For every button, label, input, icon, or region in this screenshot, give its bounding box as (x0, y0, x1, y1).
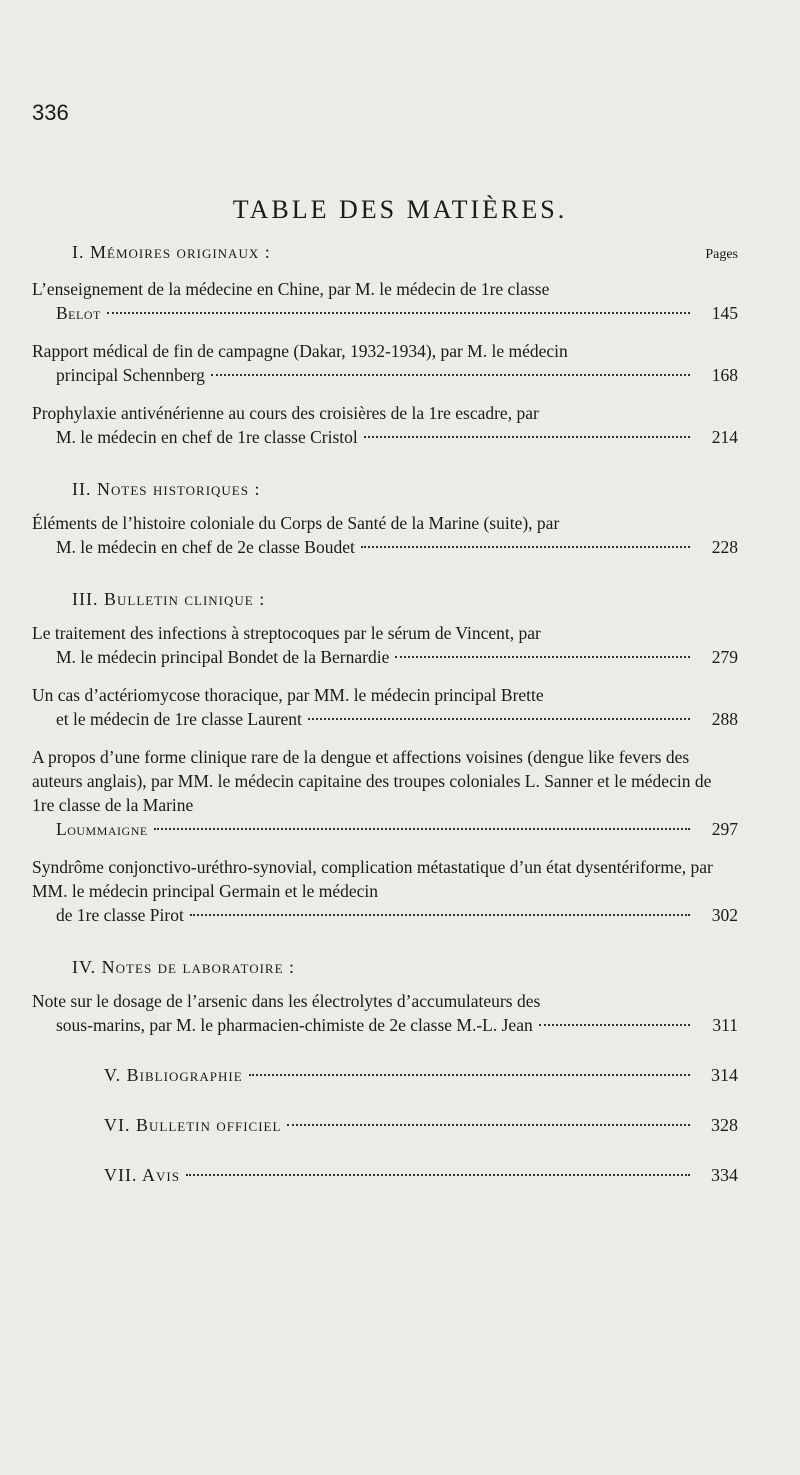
toc-short-label: VI. Bulletin officiel (104, 1115, 282, 1135)
section-heading (32, 477, 738, 501)
toc-entry (32, 745, 738, 841)
section-heading-label: IV. Notes de laboratoire : (72, 957, 296, 977)
toc-entry-author: M. le médecin principal Bondet de la Bernardie (56, 647, 390, 667)
toc-short-page: 328 (711, 1115, 738, 1135)
toc-entry (32, 339, 738, 387)
toc-entry-author: et le médecin de 1re classe Laurent (56, 709, 302, 729)
page-title: TABLE DES MATIÈRES. (232, 195, 568, 224)
toc-entry (32, 401, 738, 449)
dot-leader (211, 374, 690, 376)
pages-column-label: Pages (705, 247, 738, 262)
table-of-contents (32, 240, 738, 1187)
section-heading (32, 955, 738, 979)
section-heading (32, 240, 738, 267)
toc-entry (32, 511, 738, 559)
toc-entry-page: 214 (711, 427, 738, 447)
toc-entry-page: 297 (711, 819, 738, 839)
toc-short-item (32, 1163, 738, 1187)
dot-leader (361, 546, 690, 548)
section-heading (32, 587, 738, 611)
toc-entry-text: A propos d’une forme clinique rare de la dengue et affections voisines (dengue like fevers des auteurs anglais), par MM. le médecin capitaine des troupes coloniales L. Sanner et le médecin de 1re classe de la Marine (32, 747, 712, 815)
toc-entry-text: Note sur le dosage de l’arsenic dans les électrolytes d’accumulateurs des (32, 991, 541, 1011)
toc-entry-author: M. le médecin en chef de 2e classe Boudet (56, 537, 355, 557)
toc-entry-page: 168 (711, 365, 738, 385)
toc-entry-author: Belot (56, 303, 101, 323)
toc-entry-text: Éléments de l’histoire coloniale du Corps de Santé de la Marine (suite), par (32, 513, 560, 533)
dot-leader (364, 436, 690, 438)
toc-short-label: V. Bibliographie (104, 1065, 243, 1085)
toc-entry-page: 279 (711, 647, 738, 667)
section-heading-label: III. Bulletin clinique : (72, 589, 266, 609)
toc-entry (32, 683, 738, 731)
dot-leader (190, 914, 690, 916)
dot-leader (539, 1024, 690, 1026)
section-heading-label: II. Notes historiques : (72, 479, 261, 499)
toc-entry-text: Le traitement des infections à streptocoques par le sérum de Vincent, par (32, 623, 541, 643)
toc-entry-author: principal Schennberg (56, 365, 205, 385)
toc-entry-page: 228 (711, 537, 738, 557)
dot-leader (186, 1174, 690, 1176)
toc-entry-page: 145 (711, 303, 738, 323)
toc-short-page: 334 (711, 1165, 738, 1185)
toc-entry-author: sous-marins, par M. le pharmacien-chimiste de 2e classe M.-L. Jean (56, 1015, 533, 1035)
section-heading-label: I. Mémoires originaux : (72, 242, 271, 262)
toc-short-item (32, 1113, 738, 1137)
dot-leader (395, 656, 690, 658)
toc-entry-page: 311 (712, 1015, 738, 1035)
toc-entry-author: Loummaigne (56, 819, 148, 839)
toc-short-page: 314 (711, 1065, 738, 1085)
toc-entry (32, 277, 738, 325)
toc-entry-text: L’enseignement de la médecine en Chine, par M. le médecin de 1re classe (32, 279, 550, 299)
toc-entry-text: Un cas d’actériomycose thoracique, par MM. le médecin principal Brette (32, 685, 544, 705)
toc-entry (32, 855, 738, 927)
toc-entry-text: Rapport médical de fin de campagne (Dakar, 1932-1934), par M. le médecin (32, 341, 568, 361)
toc-entry-text: Syndrôme conjonctivo-uréthro-synovial, complication métastatique d’un état dysentériforme, par MM. le médecin principal Germain et le médecin (32, 857, 713, 901)
toc-short-label: VII. Avis (104, 1165, 180, 1185)
toc-entry-author: M. le médecin en chef de 1re classe Cristol (56, 427, 358, 447)
dot-leader (308, 718, 690, 720)
dot-leader (249, 1074, 690, 1076)
dot-leader (287, 1124, 690, 1126)
toc-entry (32, 989, 738, 1037)
page-number: 336 (32, 100, 69, 125)
toc-entry-author: de 1re classe Pirot (56, 905, 184, 925)
toc-entry-text: Prophylaxie antivénérienne au cours des croisières de la 1re escadre, par (32, 403, 539, 423)
toc-short-item (32, 1063, 738, 1087)
toc-entry-page: 288 (711, 709, 738, 729)
toc-entry (32, 621, 738, 669)
dot-leader (107, 312, 690, 314)
dot-leader (154, 828, 690, 830)
toc-entry-page: 302 (711, 905, 738, 925)
